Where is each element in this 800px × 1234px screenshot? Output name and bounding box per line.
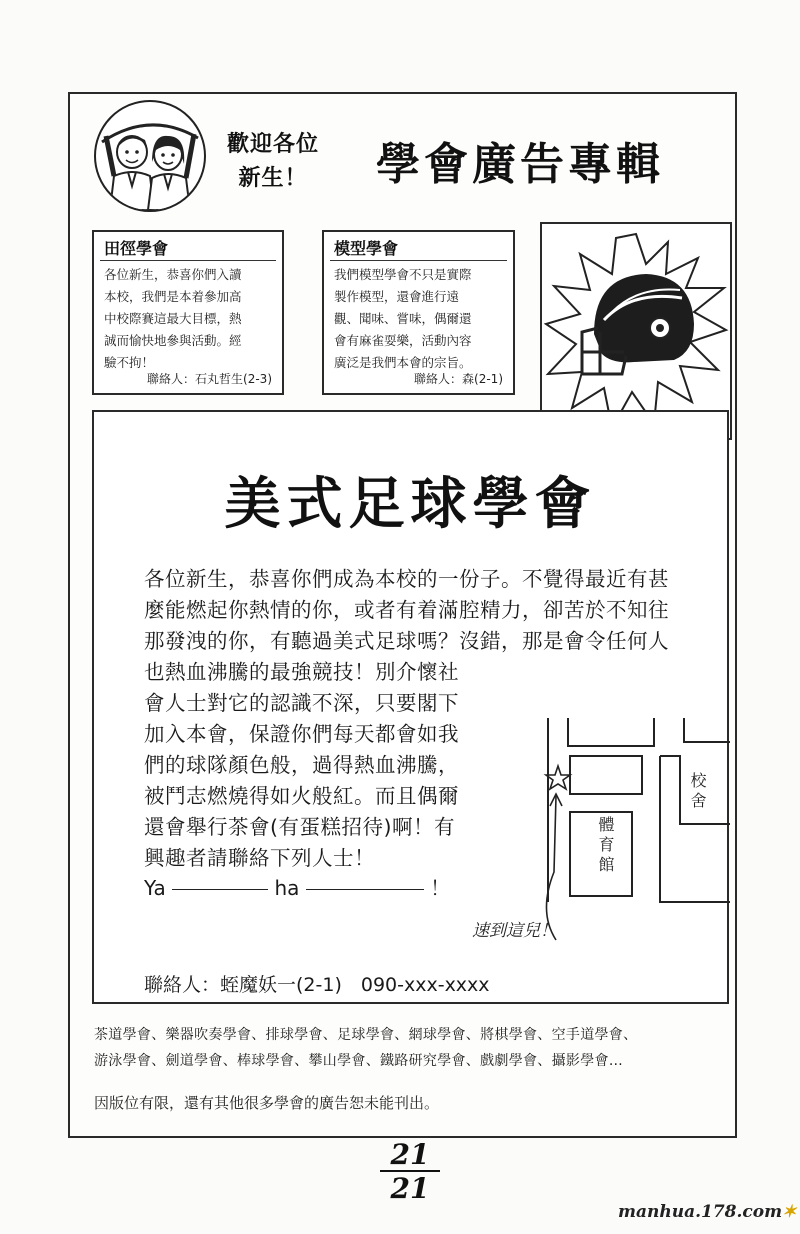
ad-body-line: 也熱血沸騰的最強競技！別介懷社 xyxy=(144,660,459,684)
yaha-part-1: Ya xyxy=(144,876,166,900)
page-number: 21 xyxy=(390,1172,430,1205)
helmet-illustration-panel xyxy=(540,222,732,440)
ad-body-line: 加入本會，保證你們每天都會如我 xyxy=(144,722,459,746)
watermark xyxy=(618,1202,796,1222)
dash-line xyxy=(306,889,424,890)
ad-body-line: 那發洩的你，有聽過美式足球嗎？沒錯，那是會令任何人 xyxy=(144,629,669,653)
dash-line xyxy=(172,889,268,890)
body-line: 本校，我們是本着參加高 xyxy=(104,289,242,304)
body-line: 廣泛是我們本會的宗旨。 xyxy=(334,355,472,370)
football-club-contact: 聯絡人：蛭魔妖一(2-1) 090-xxx-xxxx xyxy=(144,974,490,996)
other-clubs-line-2: 游泳學會、劍道學會、棒球學會、攀山學會、鐵路研究學會、戲劇學會、攝影學會… xyxy=(94,1053,624,1069)
body-line: 我們模型學會不只是實際 xyxy=(334,267,472,282)
yaha-end: ！ xyxy=(430,876,451,900)
body-line: 觀、聞味、嘗味，偶爾還 xyxy=(334,311,472,326)
ad-body-line: 還會舉行茶會(有蛋糕招待)啊！有 xyxy=(144,815,455,839)
body-line: 中校際賽這最大目標，熱 xyxy=(104,311,242,326)
space-notice: 因版位有限，還有其他很多學會的廣告恕未能刊出。 xyxy=(94,1094,440,1112)
star-icon: ✶ xyxy=(782,1202,797,1222)
ad-body-line: 被鬥志燃燒得如火般紅。而且偶爾 xyxy=(144,784,459,808)
feature-title: 學會廣告專輯 xyxy=(376,139,664,190)
yaha-part-2: ha xyxy=(274,876,300,900)
other-clubs-line-1: 茶道學會、樂器吹奏學會、排球學會、足球學會、網球學會、將棋學會、空手道學會、 xyxy=(94,1027,638,1043)
ad-body-line: 興趣者請聯絡下列人士！ xyxy=(144,846,375,870)
welcome-line-1: 歡迎各位 xyxy=(226,132,319,157)
track-club-title: 田徑學會 xyxy=(104,239,169,258)
model-club-ad xyxy=(322,230,515,395)
welcome-students-illustration xyxy=(94,100,206,212)
welcome-heading xyxy=(208,128,338,196)
map-hurry-label: 速到這兒！ xyxy=(472,921,557,941)
body-line: 驗不拘！ xyxy=(104,355,155,370)
ad-body-line: 們的球隊顏色般，過得熱血沸騰， xyxy=(144,753,459,777)
map-school-building-label: 校舍 xyxy=(688,772,707,812)
divider xyxy=(100,260,276,261)
star-marker-icon xyxy=(546,766,570,789)
body-line: 各位新生，恭喜你們入讀 xyxy=(104,267,242,282)
football-club-ad xyxy=(92,410,729,1004)
welcome-line-2: 新生！ xyxy=(238,166,308,191)
track-club-contact: 聯絡人：石丸哲生(2-3) xyxy=(147,372,272,386)
ad-body-line: 麼能燃起你熱情的你，或者有着滿腔精力，卻苦於不知往 xyxy=(144,598,669,622)
page-number: 21 xyxy=(380,1140,440,1172)
ad-body-line: 會人士對它的認識不深，只要閣下 xyxy=(144,691,459,715)
watermark-text: manhua.178.com xyxy=(618,1202,783,1222)
body-line: 會有麻雀耍樂，活動內容 xyxy=(334,333,472,348)
ad-body-line: 各位新生，恭喜你們成為本校的一份子。不覺得最近有甚 xyxy=(144,567,669,591)
football-club-title: 美式足球學會 xyxy=(224,472,597,537)
football-helmet-icon xyxy=(542,224,730,438)
track-club-body xyxy=(104,264,274,374)
body-line: 製作模型，還會進行遠 xyxy=(334,289,460,304)
model-club-contact: 聯絡人：森(2-1) xyxy=(414,372,503,386)
campus-map xyxy=(534,712,730,972)
model-club-body xyxy=(334,264,505,374)
map-gym-label: 體育館 xyxy=(596,816,615,876)
track-club-ad xyxy=(92,230,284,395)
body-line: 誠而愉快地參與活動。經 xyxy=(104,333,242,348)
yaha-cheer xyxy=(144,872,450,901)
model-club-title: 模型學會 xyxy=(334,239,399,258)
divider xyxy=(330,260,507,261)
